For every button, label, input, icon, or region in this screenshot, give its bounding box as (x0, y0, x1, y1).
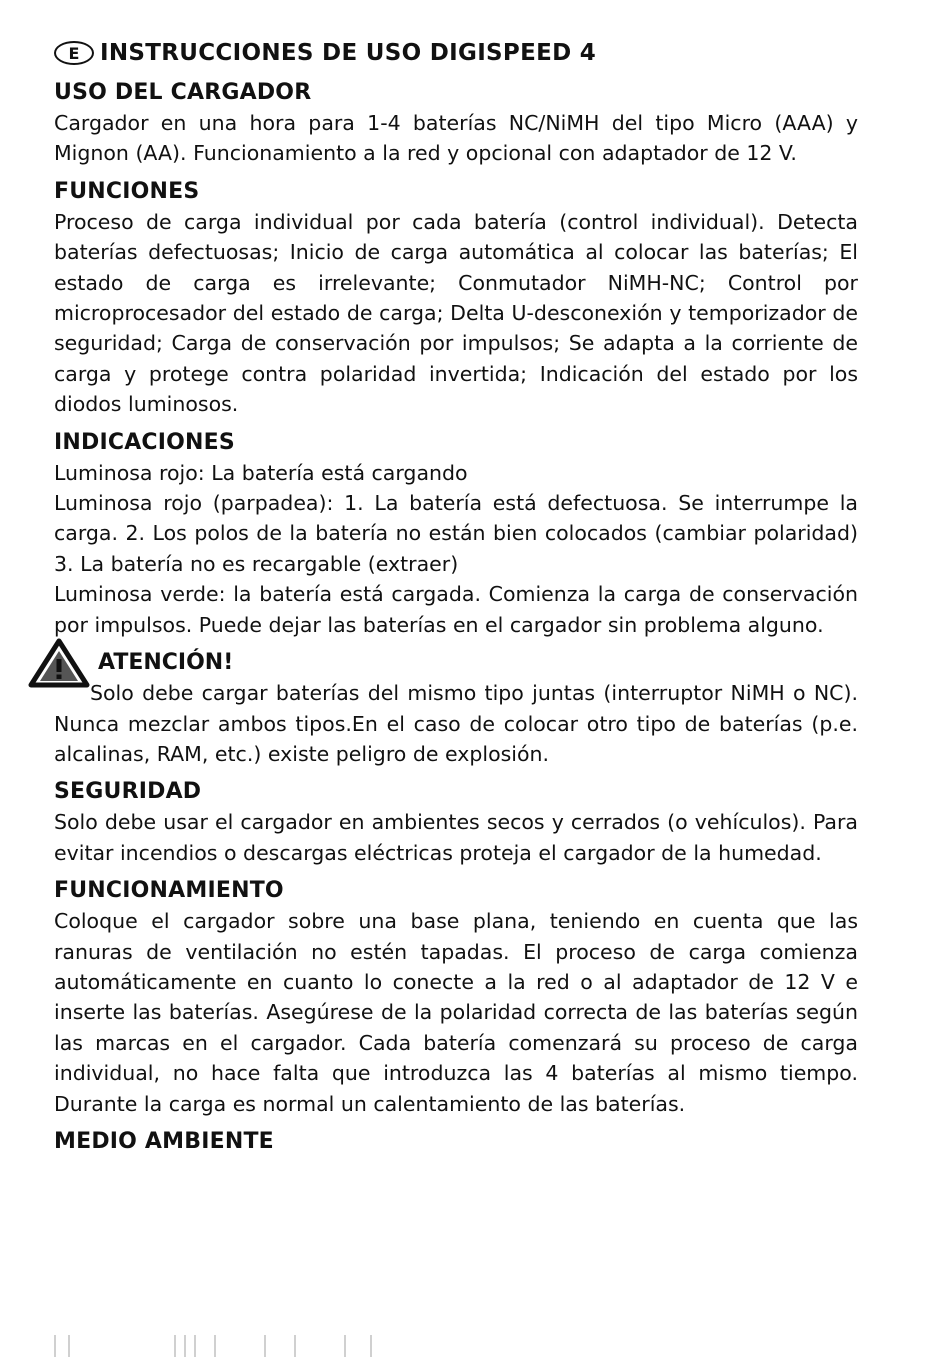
heading-atencion: ATENCIÓN! (98, 650, 234, 676)
section-seguridad (54, 777, 858, 868)
document-title: INSTRUCCIONES DE USO DIGISPEED 4 (100, 40, 597, 66)
warning-triangle-icon (28, 638, 90, 688)
scan-mark (214, 1335, 216, 1357)
heading-funciones: FUNCIONES (54, 178, 200, 204)
indicacion-rojo: Luminosa rojo: La batería está cargando (54, 460, 468, 485)
title-row (54, 36, 858, 70)
scan-mark (264, 1335, 266, 1357)
section-atencion (54, 648, 858, 769)
heading-uso: USO DEL CARGADOR (54, 80, 312, 105)
section-uso (54, 78, 858, 169)
scan-mark (184, 1335, 186, 1357)
section-funciones (54, 177, 858, 420)
section-medio-ambiente (54, 1127, 858, 1157)
scan-mark (174, 1335, 176, 1357)
scan-mark (344, 1335, 346, 1357)
scan-edge-marks (54, 1335, 454, 1357)
paragraph-funciones: Proceso de carga individual por cada batería (control individual). Detecta baterías defectuosas; Inicio de carga automática al colocar las baterías; El estado de carga es irrelevante; Conmutador NiMH-NC; Control por microprocesador del estado de carga; Delta U-desconexión y temporizador de seguridad; Carga de conservación por impulsos; Se adapta a la corriente de carga y protege contra polaridad invertida; Indicación del estado por los diodos luminosos. (54, 209, 858, 417)
indicacion-rojo-parpadea: Luminosa rojo (parpadea): 1. La batería está defectuosa. Se interrumpe la carga. 2. Los polos de la batería no están bien colocados (cambiar polaridad) 3. La batería no es recargable (extraer) (54, 491, 858, 576)
heading-funcionamiento: FUNCIONAMIENTO (54, 878, 284, 904)
heading-indicaciones: INDICACIONES (54, 429, 235, 455)
heading-seguridad: SEGURIDAD (54, 779, 202, 805)
warning-heading-row (54, 648, 858, 678)
document-page (54, 36, 858, 1165)
scan-mark (194, 1335, 196, 1357)
paragraph-seguridad: Solo debe usar el cargador en ambientes secos y cerrados (o vehículos). Para evitar incendios o descargas eléctricas proteja el cargador de la humedad. (54, 810, 858, 865)
scan-mark (54, 1335, 56, 1357)
scan-mark (68, 1335, 70, 1357)
section-funcionamiento (54, 876, 858, 1119)
heading-medio-ambiente: MEDIO AMBIENTE (54, 1128, 274, 1154)
paragraph-atencion: Solo debe cargar baterías del mismo tipo juntas (interruptor NiMH o NC). Nunca mezclar ambos tipos.En el caso de colocar otro tipo de baterías (p.e. alcalinas, RAM, etc.) existe peligro de explosión. (54, 681, 858, 766)
scan-mark (294, 1335, 296, 1357)
paragraph-uso: Cargador en una hora para 1-4 baterías NC/NiMH del tipo Micro (AAA) y Mignon (AA). Funcionamiento a la red y opcional con adaptador de 12 V. (54, 111, 858, 166)
language-badge: E (54, 41, 94, 65)
paragraph-funcionamiento: Coloque el cargador sobre una base plana, teniendo en cuenta que las ranuras de ventilación no estén tapadas. El proceso de carga comienza automáticamente en cuanto lo conecte a la red o al adaptador de 12 V e inserte las baterías. Asegúrese de la polaridad correcta de las baterías según las marcas en el cargador. Cada batería comenzará su proceso de carga individual, no hace falta que introduzca las 4 baterías al mismo tiempo. Durante la carga es normal un calentamiento de las baterías. (54, 909, 858, 1116)
indicacion-verde: Luminosa verde: la batería está cargada. Comienza la carga de conservación por impulsos. Puede dejar las baterías en el cargador sin problema alguno. (54, 582, 858, 637)
scan-mark (370, 1335, 372, 1357)
section-indicaciones (54, 428, 858, 640)
